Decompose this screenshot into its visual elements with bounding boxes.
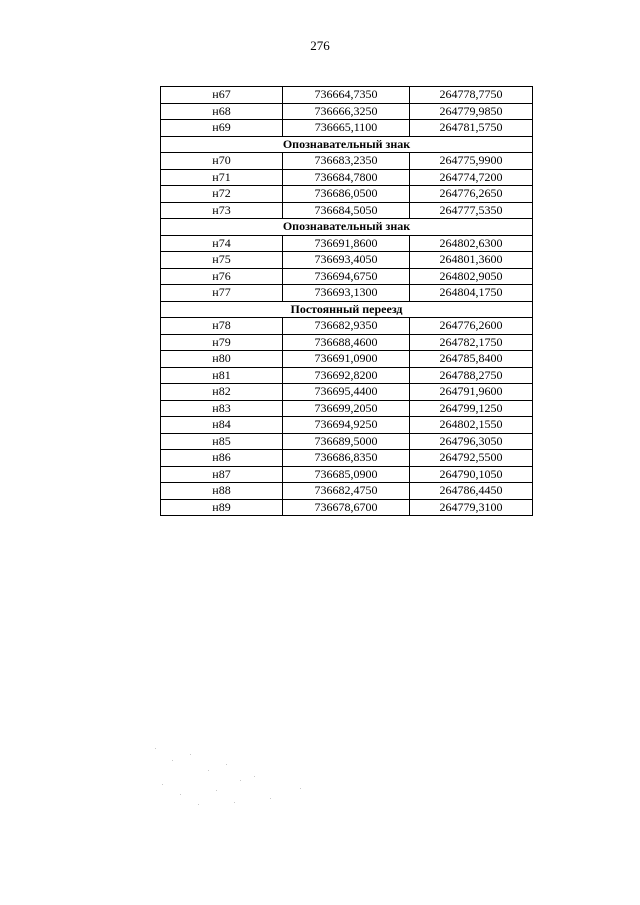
point-id-cell: н81 [161,367,283,384]
point-id-cell: н75 [161,252,283,269]
table-row [161,483,533,500]
x-coordinate-cell: 736693,4050 [283,252,410,269]
point-id-cell: н88 [161,483,283,500]
coordinates-table [160,86,533,516]
scan-noise [150,740,330,810]
y-coordinate-cell: 264802,1550 [410,417,533,434]
x-coordinate-cell: 736699,2050 [283,400,410,417]
x-coordinate-cell: 736686,8350 [283,450,410,467]
y-coordinate-cell: 264778,7750 [410,87,533,104]
table-row [161,153,533,170]
point-id-cell: н72 [161,186,283,203]
point-id-cell: н78 [161,318,283,335]
x-coordinate-cell: 736693,1300 [283,285,410,302]
table-row [161,202,533,219]
point-id-cell: н82 [161,384,283,401]
y-coordinate-cell: 264785,8400 [410,351,533,368]
y-coordinate-cell: 264796,3050 [410,433,533,450]
point-id-cell: н68 [161,103,283,120]
y-coordinate-cell: 264779,9850 [410,103,533,120]
point-id-cell: н86 [161,450,283,467]
coordinates-table-body [161,87,533,516]
table-row [161,367,533,384]
x-coordinate-cell: 736688,4600 [283,334,410,351]
x-coordinate-cell: 736665,1100 [283,120,410,137]
table-row [161,351,533,368]
x-coordinate-cell: 736684,7800 [283,169,410,186]
y-coordinate-cell: 264799,1250 [410,400,533,417]
point-id-cell: н74 [161,235,283,252]
point-id-cell: н77 [161,285,283,302]
point-id-cell: н73 [161,202,283,219]
table-row [161,466,533,483]
x-coordinate-cell: 736682,9350 [283,318,410,335]
section-title: Опознавательный знак [161,219,533,236]
point-id-cell: н85 [161,433,283,450]
y-coordinate-cell: 264774,7200 [410,169,533,186]
table-row [161,103,533,120]
x-coordinate-cell: 736694,6750 [283,268,410,285]
table-row [161,186,533,203]
section-title: Постоянный переезд [161,301,533,318]
y-coordinate-cell: 264779,3100 [410,499,533,516]
point-id-cell: н76 [161,268,283,285]
y-coordinate-cell: 264790,1050 [410,466,533,483]
page-number: 276 [310,38,330,53]
point-id-cell: н83 [161,400,283,417]
point-id-cell: н89 [161,499,283,516]
y-coordinate-cell: 264802,9050 [410,268,533,285]
point-id-cell: н67 [161,87,283,104]
x-coordinate-cell: 736694,9250 [283,417,410,434]
y-coordinate-cell: 264791,9600 [410,384,533,401]
point-id-cell: н84 [161,417,283,434]
y-coordinate-cell: 264792,5500 [410,450,533,467]
table-row [161,235,533,252]
section-title: Опознавательный знак [161,136,533,153]
table-row [161,334,533,351]
table-row [161,384,533,401]
x-coordinate-cell: 736695,4400 [283,384,410,401]
table-row [161,120,533,137]
table-row [161,285,533,302]
point-id-cell: н70 [161,153,283,170]
x-coordinate-cell: 736684,5050 [283,202,410,219]
table-row [161,268,533,285]
point-id-cell: н79 [161,334,283,351]
y-coordinate-cell: 264782,1750 [410,334,533,351]
x-coordinate-cell: 736691,8600 [283,235,410,252]
y-coordinate-cell: 264776,2600 [410,318,533,335]
point-id-cell: н80 [161,351,283,368]
section-header-row [161,301,533,318]
y-coordinate-cell: 264781,5750 [410,120,533,137]
y-coordinate-cell: 264786,4450 [410,483,533,500]
table-row [161,318,533,335]
section-header-row [161,136,533,153]
table-row [161,499,533,516]
table-row [161,400,533,417]
x-coordinate-cell: 736678,6700 [283,499,410,516]
x-coordinate-cell: 736689,5000 [283,433,410,450]
x-coordinate-cell: 736683,2350 [283,153,410,170]
section-header-row [161,219,533,236]
y-coordinate-cell: 264804,1750 [410,285,533,302]
table-row [161,87,533,104]
y-coordinate-cell: 264801,3600 [410,252,533,269]
y-coordinate-cell: 264776,2650 [410,186,533,203]
point-id-cell: н69 [161,120,283,137]
table-row [161,417,533,434]
table-row [161,169,533,186]
table-row [161,433,533,450]
y-coordinate-cell: 264775,9900 [410,153,533,170]
x-coordinate-cell: 736666,3250 [283,103,410,120]
x-coordinate-cell: 736682,4750 [283,483,410,500]
x-coordinate-cell: 736664,7350 [283,87,410,104]
table-row [161,252,533,269]
y-coordinate-cell: 264802,6300 [410,235,533,252]
point-id-cell: н87 [161,466,283,483]
y-coordinate-cell: 264777,5350 [410,202,533,219]
point-id-cell: н71 [161,169,283,186]
x-coordinate-cell: 736691,0900 [283,351,410,368]
x-coordinate-cell: 736686,0500 [283,186,410,203]
table-row [161,450,533,467]
x-coordinate-cell: 736685,0900 [283,466,410,483]
y-coordinate-cell: 264788,2750 [410,367,533,384]
x-coordinate-cell: 736692,8200 [283,367,410,384]
